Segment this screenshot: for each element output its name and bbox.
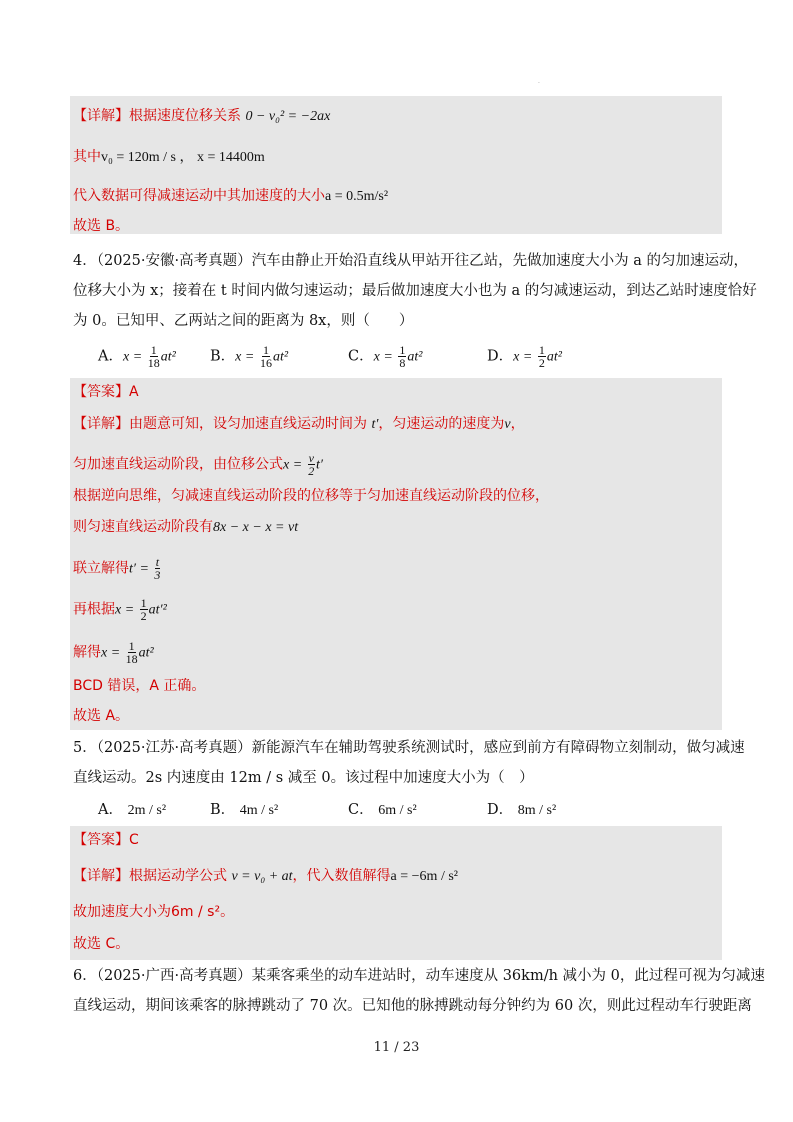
q6-line1: 6．（2025·广西·高考真题）某乘客乘坐的动车进站时，动车速度从 36km/h 减小为 0，此过程可视为匀减速 <box>73 968 765 984</box>
decorative-dot: · <box>538 80 540 87</box>
answer-value: A <box>129 384 139 400</box>
q3-detail <box>73 106 330 127</box>
q5-detail2: 故加速度大小为6m / s²。 <box>73 904 235 920</box>
given-prefix: 其中 <box>73 149 101 165</box>
q4-detail8: BCD 错误，A 正确。 <box>73 678 206 694</box>
q5-answer: 【答案】C <box>73 832 139 848</box>
q4-choose: 故选 A。 <box>73 708 130 724</box>
q6-line2: 直线运动，期间该乘客的脉搏跳动了 70 次。已知他的脉搏跳动每分钟约为 60 次，则此过程动车行驶距离 <box>73 998 752 1014</box>
q3-choose <box>73 216 129 236</box>
given-values: v₀ = 120m / s ， x = 14400m <box>101 150 265 165</box>
q5-option-c: C． 6m / s² <box>348 802 417 818</box>
q4-detail4: 则匀速直线运动阶段有8x − x − x = vt <box>73 519 299 535</box>
q4-line2: 位移大小为 x；接着在 t 时间内做匀速运动；最后做加速度大小也为 a 的匀减速运动，到达乙站时速度恰好 <box>73 283 757 299</box>
calc-result: a = 0.5m/s² <box>325 189 389 204</box>
q5-option-b: B． 4m / s² <box>210 802 279 818</box>
q5-option-d: D． 8m / s² <box>487 802 557 818</box>
q4-option-d: D．x = $\frac{1}{2}$ at² <box>487 343 563 370</box>
q5-detail1: 【详解】根据运动学公式 v = v₀ + at，代入数值解得a = −6m / s² <box>73 868 458 884</box>
q3-calc <box>73 186 388 207</box>
detail-label: 【详解】 <box>73 108 129 124</box>
q4-detail7: 解得x = $\frac{1}{18}$ at² <box>73 639 154 666</box>
q4-option-c: C．x = $\frac{1}{8}$ at² <box>348 343 423 370</box>
choose-text: 故选 B。 <box>73 218 130 234</box>
q4-detail2: 匀加速直线运动阶段，由位移公式x = $\frac{v}{2}$ t′ <box>73 451 323 478</box>
q4-detail5: 联立解得t′ = $\frac{t}{3}$ <box>73 555 161 582</box>
answer-block-q5 <box>70 826 722 960</box>
q4-option-b: B．x = $\frac{1}{16}$ at² <box>210 343 289 370</box>
q4-detail6: 再根据x = $\frac{1}{2}$ at′² <box>73 596 167 623</box>
q5-line1: 5．（2025·江苏·高考真题）新能源汽车在辅助驾驶系统测试时，感应到前方有障碍物立刻制动，做匀减速 <box>73 740 745 756</box>
q5-option-a: A． 2m / s² <box>98 802 167 818</box>
q4-detail1: 【详解】由题意可知，设匀加速直线运动时间为 t′，匀速运动的速度为v， <box>73 416 525 432</box>
q4-detail3: 根据逆向思维，匀减速直线运动阶段的位移等于匀加速直线运动阶段的位移， <box>73 488 549 504</box>
q4-line3: 为 0。已知甲、乙两站之间的距离为 8x，则（ ） <box>73 313 414 329</box>
q5-choose: 故选 C。 <box>73 936 130 952</box>
q5-line2: 直线运动。2s 内速度由 12m / s 减至 0。该过程中加速度大小为（ ） <box>73 770 534 786</box>
q4-answer <box>73 382 139 402</box>
q4-line1: 4．（2025·安徽·高考真题）汽车由静止开始沿直线从甲站开往乙站，先做加速度大小为 a 的匀加速运动， <box>73 253 748 269</box>
page-number: 11 / 23 <box>373 1040 420 1055</box>
answer-label: 【答案】 <box>73 384 129 400</box>
detail-text: 根据速度位移关系 <box>129 108 241 124</box>
calc-text: 代入数据可得减速运动中其加速度的大小 <box>73 188 325 204</box>
detail-label: 【详解】 <box>73 416 129 432</box>
equation: 0 − v₀² = −2ax <box>245 109 331 124</box>
q3-given <box>73 147 265 168</box>
q4-option-a: A．x = $\frac{1}{18}$ at² <box>98 343 176 370</box>
